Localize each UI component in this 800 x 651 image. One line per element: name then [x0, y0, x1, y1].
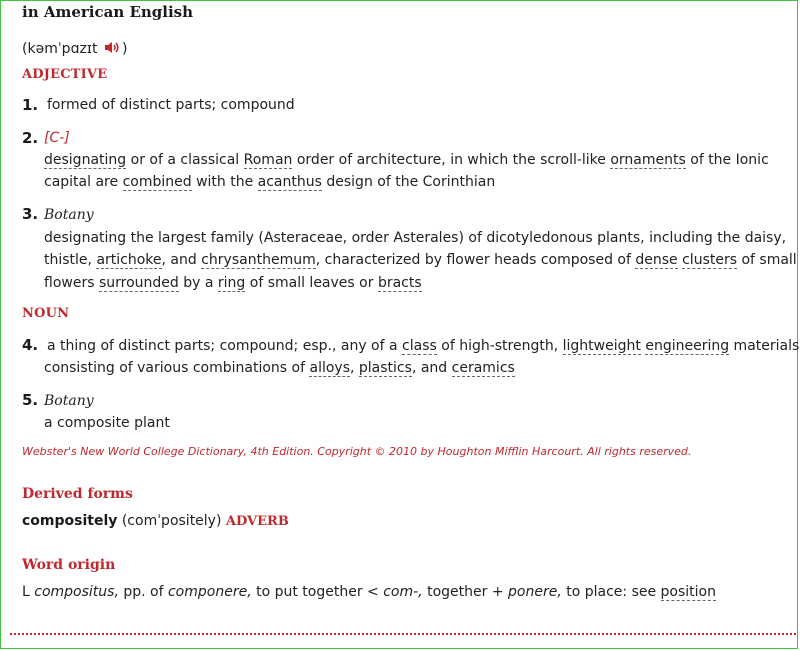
derived-forms-heading: Derived forms	[22, 486, 133, 502]
word-link[interactable]: ceramics	[451, 360, 515, 376]
word-link[interactable]: surrounded	[98, 275, 179, 291]
word-link[interactable]: class	[402, 338, 437, 354]
derived-form	[22, 513, 289, 529]
sense-number: 4.	[22, 336, 39, 354]
sense-line: designating or of a classical Roman order of architecture, in which the scroll-like ornaments of the Ionic	[44, 152, 769, 168]
word-link[interactable]: Roman	[243, 152, 293, 168]
sense-label: Botany	[44, 207, 94, 223]
sense-line: designating the largest family (Asteraceae, order Asterales) of dicotyledonous plants, including the daisy,	[44, 230, 787, 246]
pos-adjective: ADJECTIVE	[22, 67, 108, 82]
pronunciation	[22, 41, 127, 57]
sense-line: consisting of various combinations of alloys, plastics, and ceramics	[44, 360, 515, 376]
sense-number: 1.	[22, 96, 39, 114]
derived-pos: ADVERB	[225, 514, 289, 529]
word-link[interactable]: clusters	[682, 252, 738, 268]
position-link[interactable]: position	[660, 584, 716, 600]
sense-text: formed of distinct parts; compound	[47, 97, 295, 113]
paren-open: (	[22, 41, 28, 57]
sense-number: 3.	[22, 205, 39, 223]
copyright-notice: Webster's New World College Dictionary, 4th Edition. Copyright © 2010 by Houghton Mifflin Harcourt. All rights reserved.	[22, 445, 692, 458]
word-link[interactable]: bracts	[377, 275, 422, 291]
sense-line: flowers surrounded by a ring of small leaves or bracts	[44, 275, 422, 291]
word-link[interactable]: engineering	[645, 338, 730, 354]
word-link[interactable]: ornaments	[610, 152, 686, 168]
word-origin-heading: Word origin	[22, 557, 116, 573]
derived-pron: (comˈpositely)	[117, 513, 226, 529]
word-link[interactable]: acanthus	[257, 174, 322, 190]
word-link[interactable]: plastics	[358, 360, 412, 376]
sense-number: 5.	[22, 391, 39, 409]
word-link[interactable]: dense	[635, 252, 678, 268]
ipa-text: kəmˈpɑzɪt	[27, 41, 98, 57]
word-link[interactable]: artichoke	[96, 252, 162, 268]
section-divider	[10, 633, 796, 635]
word-origin-text: L compositus, pp. of componere, to put together < com-, together + ponere, to place: see position	[22, 584, 716, 600]
sense-number: 2.	[22, 129, 39, 147]
word-link[interactable]: ring	[217, 275, 246, 291]
word-link[interactable]: alloys	[309, 360, 350, 376]
word-link[interactable]: lightweight	[562, 338, 641, 354]
speaker-icon[interactable]	[104, 41, 120, 54]
derived-word: compositely	[22, 513, 118, 529]
word-link[interactable]: chrysanthemum	[201, 252, 316, 268]
word-link[interactable]: combined	[122, 174, 192, 190]
sense-label: [C-]	[44, 130, 70, 146]
paren-close: )	[121, 41, 128, 57]
word-link[interactable]: designating	[44, 152, 127, 168]
pos-noun: NOUN	[22, 306, 70, 321]
section-heading: in American English	[22, 3, 194, 21]
sense-line: a thing of distinct parts; compound; esp., any of a class of high-strength, lightweight engineering materials	[47, 338, 800, 354]
sense-text: a composite plant	[44, 415, 170, 431]
sense-label: Botany	[44, 393, 94, 409]
sense-line: thistle, artichoke, and chrysanthemum, characterized by flower heads composed of dense clusters of small	[44, 252, 797, 268]
sense-line: capital are combined with the acanthus design of the Corinthian	[44, 174, 496, 190]
